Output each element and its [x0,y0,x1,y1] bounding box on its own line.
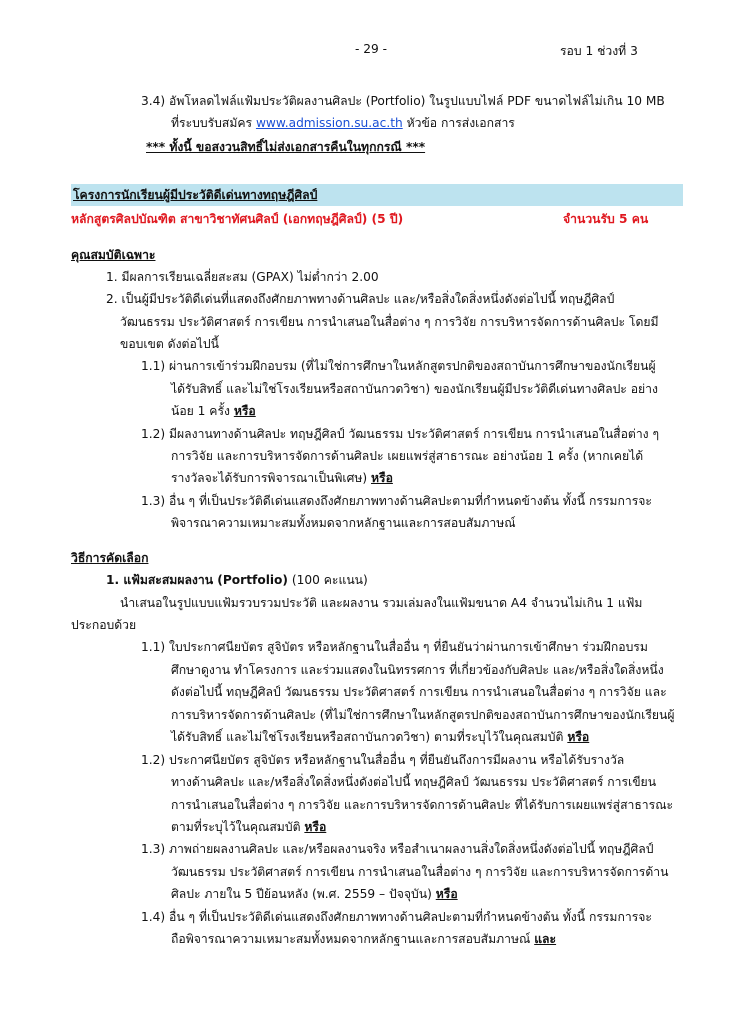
sel-1-1-line3: ดังต่อไปนี้ ทฤษฎีศิลป์ วัฒนธรรม ประวัติศาสตร์ การเขียน การนำเสนอในสื่อต่าง ๆ การวิจัย และ [171,685,667,699]
upload-item-line2 [171,114,515,132]
qual-item-2-line2: วัฒนธรรม ประวัติศาสตร์ การเขียน การนำเสนอในสื่อต่าง ๆ การวิจัย การบริหารจัดการด้านศิลปะ โดยมี [120,315,659,329]
sel-1-1-line1: 1.1) ใบประกาศนียบัตร สูจิบัตร หรือหลักฐานในสื่ออื่น ๆ ที่ยืนยันว่าผ่านการเข้าศึกษา ร่วมฝึกอบรม [141,640,648,654]
round-info: รอบ 1 ช่วงที่ 3 [560,44,638,58]
qual-1-3-line2: พิจารณาความเหมาะสมทั้งหมดจากหลักฐานและการสอบสัมภาษณ์ [171,516,516,530]
and-word: และ [534,932,557,946]
sel-1-3-line2: วัฒนธรรม ประวัติศาสตร์ การเขียน การนำเสนอในสื่อต่าง ๆ การวิจัย และการบริหารจัดการด้าน [171,865,669,879]
sel-1-1-line4: การบริหารจัดการด้านศิลปะ (ที่ไม่ใช่การศึกษาในหลักสูตรปกติของสถาบันการศึกษาของนักเรียนผู้ [171,708,675,722]
selection-item-1 [106,571,368,589]
or-word: หรือ [435,887,458,901]
sel-1-1-line2: ศึกษาดูงาน ทำโครงการ และร่วมแสดงในนิทรรศการ ที่เกี่ยวข้องกับศิลปะ และ/หรือสิ่งใดสิ่งหนึ่ง [171,663,664,677]
project-title-bar [71,184,683,206]
qual-1-1-text: น้อย 1 ครั้ง [171,404,230,418]
sel-1-2-line4 [171,818,326,836]
qualifications-heading: คุณสมบัติเฉพาะ [71,248,156,262]
sel-1-2-line2: ทางด้านศิลปะ และ/หรือสิ่งใดสิ่งหนึ่งดังต่อไปนี้ ทฤษฎีศิลป์ วัฒนธรรม ประวัติศาสตร์ การเขียน [171,775,657,789]
qual-1-3-line1: 1.3) อื่น ๆ ที่เป็นประวัติดีเด่นแสดงถึงศักยภาพทางด้านศิลปะตามที่กำหนดข้างต้น ทั้งนี้ กรรมการจะ [141,494,652,508]
qual-item-2-line1: 2. เป็นผู้มีประวัติดีเด่นที่แสดงถึงศักยภาพทางด้านศิลปะ และ/หรือสิ่งใดสิ่งหนึ่งดังต่อไปนี้ ทฤษฎีศิลป์ [106,292,615,306]
qual-1-2-text: รางวัลจะได้รับการพิจารณาเป็นพิเศษ) [171,471,368,485]
page-number: - 29 - [355,42,388,56]
upload-item-text: อัพโหลดไฟล์แฟ้มประวัติผลงานศิลปะ (Portfolio) ในรูปแบบไฟล์ PDF ขนาดไฟล์ไม่เกิน 10 MB [169,94,665,108]
qual-1-2-line1: 1.2) มีผลงานทางด้านศิลปะ ทฤษฎีศิลป์ วัฒนธรรม ประวัติศาสตร์ การเขียน การนำเสนอในสื่อต่าง ๆ [141,427,660,441]
sel-1-4-line2 [171,930,556,948]
or-word: หรือ [567,730,590,744]
program-name: หลักสูตรศิลปบัณฑิต สาขาวิชาทัศนศิลป์ (เอกทฤษฎีศิลป์) (5 ปี) [71,212,404,226]
or-word: หรือ [304,820,327,834]
sel-1-2-text: ตามที่ระบุไว้ในคุณสมบัติ [171,820,301,834]
qual-1-1-line3 [171,402,256,420]
upload-item-prefix: ที่ระบบรับสมัคร [171,116,253,130]
sel-1-3-line3 [171,885,458,903]
upload-item-number: 3.4) [141,94,166,108]
qual-1-1-line2: ได้รับสิทธิ์ และไม่ใช่โรงเรียนหรือสถาบันกวดวิชา) ของนักเรียนผู้มีประวัติดีเด่นทางศิลปะ อย่าง [171,382,658,396]
selection-intro-line2: ประกอบด้วย [71,618,137,632]
upload-item-suffix: หัวข้อ การส่งเอกสาร [406,116,515,130]
quota: จำนวนรับ 5 คน [563,212,649,226]
qual-item-1: 1. มีผลการเรียนเฉลี่ยสะสม (GPAX) ไม่ต่ำกว่า 2.00 [106,270,379,284]
selection-intro-line1: นำเสนอในรูปแบบแฟ้มรวบรวมประวัติ และผลงาน รวมเล่มลงในแฟ้มขนาด A4 จำนวนไม่เกิน 1 แฟ้ม [120,596,643,610]
sel-1-1-text: ได้รับสิทธิ์ และไม่ใช่โรงเรียนหรือสถาบันกวดวิชา) ตามที่ระบุไว้ในคุณสมบัติ [171,730,564,744]
upload-item-line1 [141,92,665,110]
admission-link[interactable]: www.admission.su.ac.th [255,116,403,130]
sel-1-4-text: ถือพิจารณาความเหมาะสมทั้งหมดจากหลักฐานและการสอบสัมภาษณ์ [171,932,531,946]
sel-1-3-text: ศิลปะ ภายใน 5 ปีย้อนหลัง (พ.ศ. 2559 – ปัจจุบัน) [171,887,432,901]
no-return-notice: *** ทั้งนี้ ขอสงวนสิทธิ์ไม่ส่งเอกสารคืนในทุกกรณี *** [146,140,426,154]
portfolio-title: 1. แฟ้มสะสมผลงาน (Portfolio) [106,573,288,587]
sel-1-4-line1: 1.4) อื่น ๆ ที่เป็นประวัติดีเด่นแสดงถึงศักยภาพทางด้านศิลปะตามที่กำหนดข้างต้น ทั้งนี้ กรรมการจะ [141,910,652,924]
sel-1-3-line1: 1.3) ภาพถ่ายผลงานศิลปะ และ/หรือผลงานจริง หรือสำเนาผลงานสิ่งใดสิ่งหนึ่งดังต่อไปนี้ ทฤษฎีศิลป์ [141,842,654,856]
portfolio-score: (100 คะแนน) [291,573,368,587]
qual-1-2-line2: การวิจัย และการบริหารจัดการด้านศิลปะ เผยแพร่สู่สาธารณะ อย่างน้อย 1 ครั้ง (หากเคยได้ [171,449,644,463]
qual-1-2-line3 [171,469,393,487]
selection-heading: วิธีการคัดเลือก [71,551,149,565]
sel-1-2-line3: การนำเสนอในสื่อต่าง ๆ การวิจัย และการบริหารจัดการด้านศิลปะ ที่ได้รับการเผยแพร่สู่สาธารณะ [171,798,674,812]
sel-1-1-line5 [171,728,589,746]
qual-1-1-line1: 1.1) ผ่านการเข้าร่วมฝึกอบรม (ที่ไม่ใช่การศึกษาในหลักสูตรปกติของสถาบันการศึกษาของนักเรียนผู้ [141,359,656,373]
qual-item-2-line3: ขอบเขต ดังต่อไปนี้ [120,337,219,351]
sel-1-2-line1: 1.2) ประกาศนียบัตร สูจิบัตร หรือหลักฐานในสื่ออื่น ๆ ที่ยืนยันถึงการมีผลงาน หรือได้รับรางวัล [141,753,625,767]
or-word: หรือ [370,471,393,485]
project-title: โครงการนักเรียนผู้มีประวัติดีเด่นทางทฤษฎีศิลป์ [73,188,318,202]
or-word: หรือ [233,404,256,418]
